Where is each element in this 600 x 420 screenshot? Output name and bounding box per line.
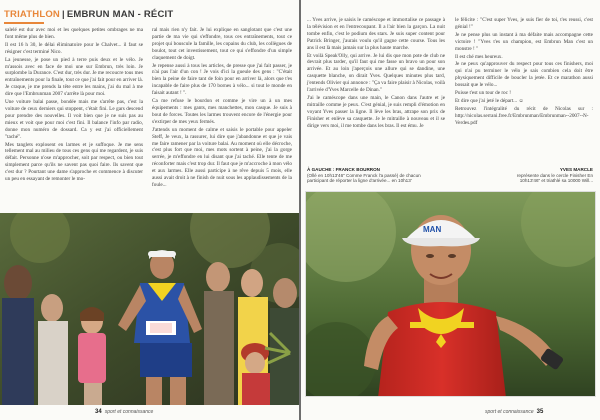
caption-title: À GAUCHE : FRANCK BOURRON [307,167,380,172]
article-title: EMBRUN MAN - RÉCIT [66,9,174,20]
paragraph: Puisse t'est un tour de roc ! [455,90,511,97]
page-footer [485,409,546,415]
photo-caption-left [307,167,427,184]
paragraph: J'attends un moment de calme et saisis le portable pour appeler Steff, Je veux, la rassurer, lui dire que j'abandonne et que je vais me faire ramener par la voiture balai. Au moment où elle décroche, c'est plus fort que moi, mes mots sortent à peine, j'ai la gorge serrée, je m'effondre en lui disant que j'ai taché. Elle tente de me réconforter mais c'est trop dur. Il faut que je m'accroche à mon vélo et aux larmes. Elle aussi participe à ne rêve depuis 5 mois, elle aussi avait droit à ne finish de nuit sous les applaudissements de la foule... [152,126,293,188]
photo-racer-crowd [0,213,299,405]
magazine-name: sport et connaissance [104,409,154,415]
page-number: 35 [536,409,544,415]
paragraph: Je repense aussi à tous les articles, de presse que j'ai fait passer, je n'ai pas l'air d'un con ! Je vois d'ici la gueule des gens : "C'était bien la peine de faire tant de foin pour en arriver là, alors que t'es incapable de faire plus de 170 bornes à vélo... si tout le monde en faisait autant ! ". [152,62,292,97]
text-column-1 [5,27,143,184]
paragraph: Ca me refuse le bourdon et comme je vire un à un mes équipements : mes gants, mes manchettes, mon casque. Je suis à bout de forces. Toutes les larmes trouvent encore de l'énergie pour s'extirper de mes yeux fermés. [152,98,292,125]
paragraph: Retrouvez l'intégralité du récit de Nicolas sur : http://nicolas.serrani.free.fr/Embrunman/Embrunman--2007--N-Verdes.pdf [455,105,593,126]
header-separator: | [61,9,65,20]
paragraph: Une voiture balai passe, bondée mais me s'arrête pas, c'est la voiture de ceux derniers qui stoppent, c'était fini. Le gars descend pour prendre des nouvelles. Il voit bien que je ne suis pas au mieux et voit que pour moi c'est fini. Il balance l'info par radio, donne mon numéro de dossard. Ca y est j'ai officiellement "taché". [5,99,143,140]
caption-text: représente dans le cercle Finisher En 10h13'46" et triathlé sa 10000 Will... [516,172,593,184]
photo-illustration [306,192,596,397]
section-header [4,9,173,20]
paragraph: salelé est dur avec moi et les quelques petites ombrages ne ma font même plus de bien. [5,27,143,40]
left-page [0,0,299,420]
paragraph: ral mais rien n'y fait. Je lui explique en sanglotant que c'est une partie de ma vie qui s'effondre, tous ces entraînements, tout ce projet qui bouscule la famille, les copains du club, les collègues de boulot, tout cet investissement, tout ce qui s'effondre d'un simple claquement de doigt. [152,27,292,61]
photo-caption-right [497,167,593,184]
paragraph: le félicite : "C'est super Yves, je suis fier de toi, t'es reussi, c'est génial !" [455,17,593,30]
right-page [301,0,600,420]
section-label: TRIATHLON [4,9,60,20]
photo-illustration [0,213,299,405]
text-column-4 [455,17,593,128]
photo-finisher [305,191,596,397]
paragraph: Et dire que j'ai jeté le départ... ☺ [455,97,524,104]
paragraph: Je ne peux qu'approuver du respect pour tous ces finishers, moi qui n'ai pu terminer le vélo je sais combien cela doit être physiquement difficile de boucler la jetée. Et ce marathon aussi bossait que le vélo... [455,61,593,89]
paragraph: Il est 16 h 30, le délai éliminatoire pour le Chalvet... il faut se résigner c'est terminé Nico. [5,41,143,55]
text-column-2 [152,27,292,190]
magazine-name: sport et connaissance [485,409,534,415]
page-number: 34 [95,409,102,415]
paragraph: Et voilà Speak'Olly, qui arrive. Je lui dis que mon pote de club ne devrait plus tarder, qu'il faut qui me fasse un bravo un pour son arrivée. Et au loin j'aperçois une allure qui se dandine, une casquette blanche, on dirait Yves. Quelques minutes plus tard, j'entends Olivier qui annonce : "Ça va faire plaisir à Nicolas, voilà l'arrivée d'Yves Marcelle de Dinan." [307,52,445,94]
paragraph: ... Yves arrive, je saisis le caméscope et immortalise ce passage à la télévision et en l'entrecoupant. Il a l'air bien la garçon. La nuit tombe enfin, c'est le podium des stars. Je suis super content pour Patrick Bringer, j'aurais voulu qu'il gagne cette course. Tous les ans il est là mais jamais sur la plus haute marche. [307,17,445,51]
paragraph: J'ai le caméscope dans une main, le Canon dans l'autre et je mitraille comme je peux. C'est génial, je suis rempli d'émotion en voyant Yves passer la ligne. Il lève les bras, attrape son prix de Finisher et enlève sa casquette. Je le mitraille à nouveau et il se dirige vers moi, il me tombe dans les bras. Il est ému. Je [307,94,445,129]
page-footer [92,409,153,415]
text-column-3 [307,17,445,131]
cap-brand-text: MAN [423,225,442,234]
paragraph: Il est ché mes heureux. [455,53,503,60]
caption-text: (Ollé en 10h13'46" Comme Franck l'a passé) de chacun participant de réporter la ligne d'arrivée... en 10h13' [307,172,421,184]
paragraph: La jeunesse, je pose un pied à terre puis deux et le vélo. Je m'assois avec en face de moi une sur Embrun, très loin. Je surplombe la Durance. C'est dur, très dur. Je me recoucre tous mes entraînements pour la finale, tout ce que j'ai fait pour en arriver là. Je craque, je me prends la tête entre les mains, j'ai du mal à me dire que l'Embrunman 2007 s'arrête là pour moi. [5,56,143,98]
header-accent-bar [4,22,44,24]
paragraph: Je ne pense plus un instant à ma défaite mais accompagne cette victoire ! "Yves t'es un champion, est Embrun Man c'est un monstre ! " [455,31,593,52]
caption-title: YVES MARCLE [559,167,593,172]
paragraph: Mes tanglets explosent en larmes et je suffoque. Je me sens tellement mal au milieu de tous ces gens qui me regardent, je suis défait. Personne n'ose m'approcher, soit par respect, ou bien tout simplement parce qu'ils ne savent pas quoi faire. Ils savent que c'est dur ? Pourtant une dame s'approche et commence à discuter un peu en essayant de remonter le mo- [5,141,143,183]
